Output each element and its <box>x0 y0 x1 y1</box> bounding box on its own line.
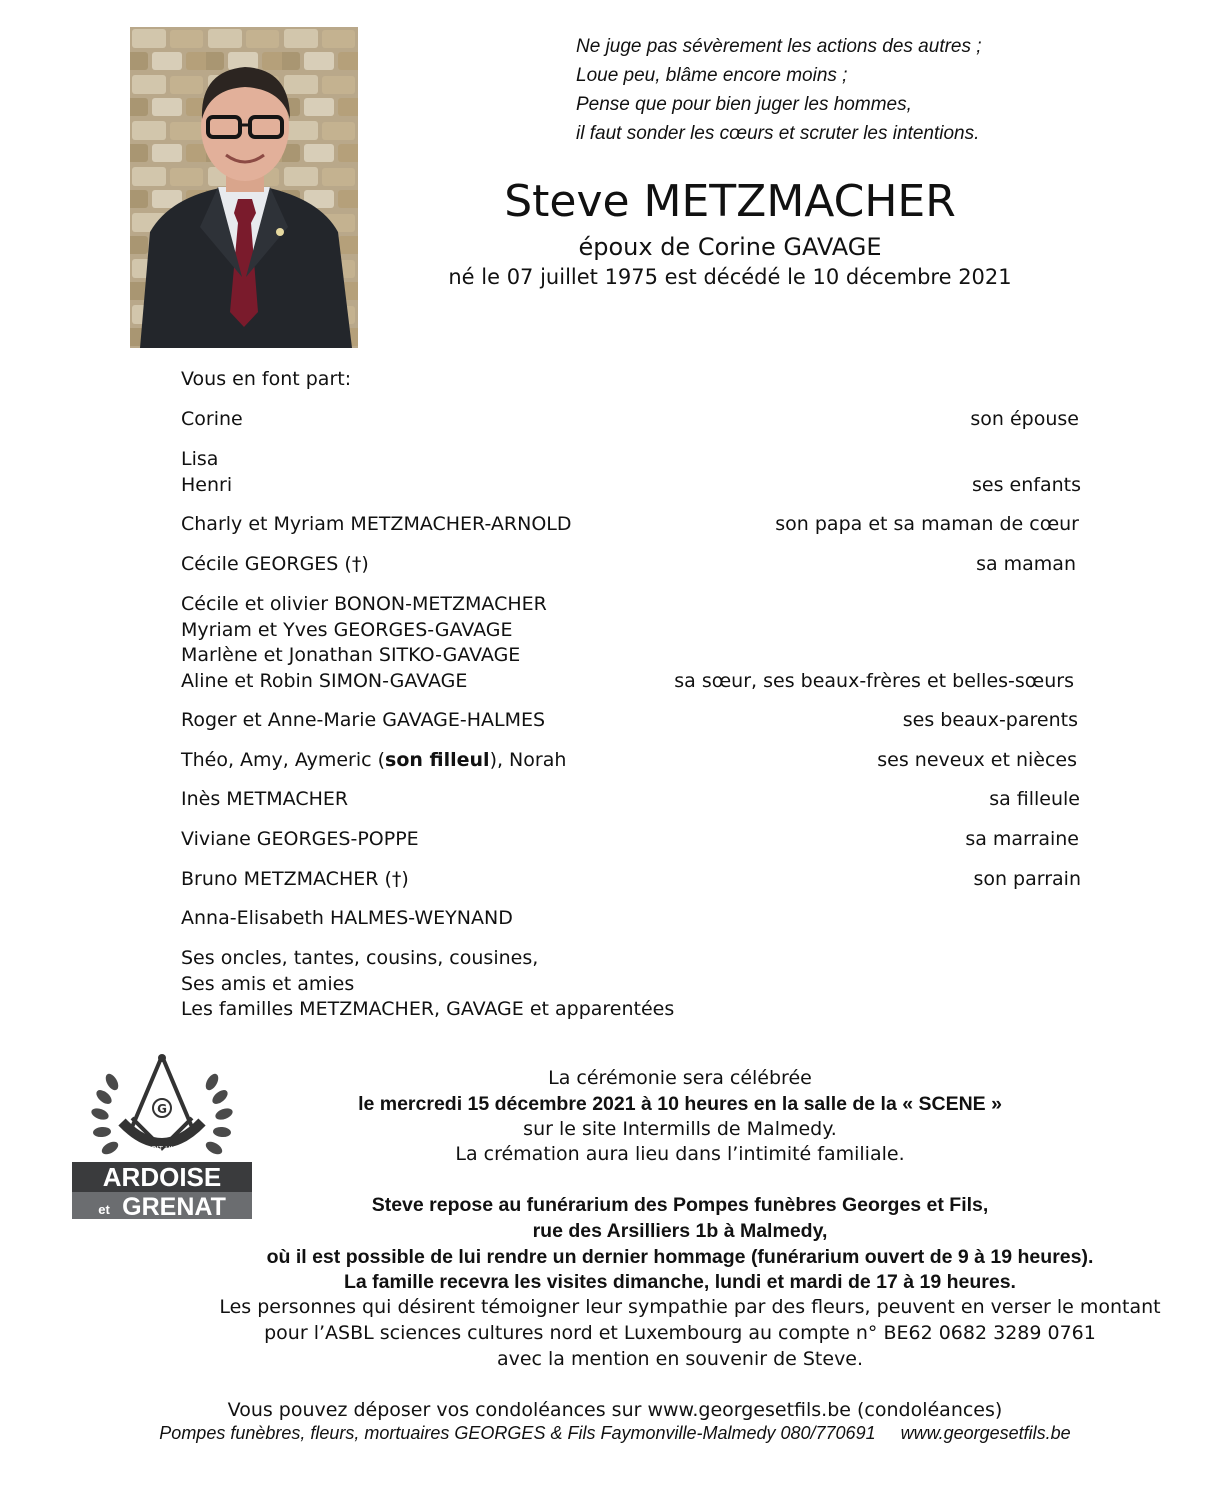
family-entry <box>181 867 1081 893</box>
family-entry <box>181 748 1081 774</box>
company-footer <box>60 1423 1170 1444</box>
family-name-part: Théo, Amy, Aymeric ( <box>181 749 386 771</box>
family-entry <box>181 708 1081 734</box>
family-name: Lisa <box>181 448 219 470</box>
family-relation: sa marraine <box>965 828 1079 850</box>
logo-word-ardoise: ARDOISE <box>102 1162 222 1192</box>
ceremony-line: La cérémonie sera célébrée <box>548 1067 812 1089</box>
family-name: Anna-Elisabeth HALMES-WEYNAND <box>181 907 513 929</box>
logo-word-et: et <box>98 1202 110 1217</box>
family-relation: son épouse <box>970 408 1079 430</box>
spouse-line: époux de Corine GAVAGE <box>578 233 882 261</box>
family-relation: son papa et sa maman de cœur <box>775 513 1079 535</box>
logo-ring-text: LE DROIT HUMAIN <box>130 1145 194 1153</box>
family-relation: ses beaux-parents <box>902 709 1078 731</box>
family-relation: ses neveux et nièces <box>877 749 1077 771</box>
poem-line: Loue peu, blâme encore moins ; <box>576 65 848 86</box>
family-entry <box>181 512 1081 538</box>
family-name: Aline et Robin SIMON-GAVAGE <box>181 669 468 692</box>
family-entry <box>181 787 1081 813</box>
visitation-line: Steve repose au funérarium des Pompes funèbres Georges et Fils, <box>371 1194 989 1216</box>
poem-line: il faut sonder les cœurs et scruter les intentions. <box>576 123 980 144</box>
family-relation: son parrain <box>973 868 1081 890</box>
poem <box>576 32 1096 148</box>
visitation-address: rue des Arsilliers 1b à Malmedy, <box>532 1220 828 1242</box>
family-name: Cécile et olivier BONON-METZMACHER <box>181 593 547 615</box>
flowers-line: Les personnes qui désirent témoigner leur sympathie par des fleurs, peuvent en verser le montant <box>219 1296 1161 1318</box>
condolences-line: Vous pouvez déposer vos condoléances sur www.georgesetfils.be (condoléances) <box>227 1399 1003 1421</box>
visitation-days: La famille recevra les visites dimanche, lundi et mardi de 17 à 19 heures. <box>344 1271 1016 1293</box>
family-entry <box>181 592 1081 694</box>
logo-word-grenat: GRENAT <box>122 1193 226 1221</box>
family-name: Ses oncles, tantes, cousins, cousines, <box>181 947 539 969</box>
family-name: Bruno METZMACHER (†) <box>181 868 409 890</box>
ceremony-location: sur le site Intermills de Malmedy. <box>523 1118 837 1140</box>
family-name-part: ), Norah <box>489 749 567 771</box>
deceased-name: Steve METZMACHER <box>504 176 956 227</box>
family-relation: sa filleule <box>989 788 1080 810</box>
family-name: Roger et Anne-Marie GAVAGE-HALMES <box>181 709 546 731</box>
family-name: Ses amis et amies <box>181 972 355 995</box>
family-entry <box>181 946 1081 1023</box>
poem-line: Ne juge pas sévèrement les actions des autres ; <box>576 36 982 57</box>
family-name: Inès METMACHER <box>181 788 349 810</box>
family-entry <box>181 447 1081 498</box>
family-name: Charly et Myriam METZMACHER-ARNOLD <box>181 513 572 535</box>
flowers-account: pour l’ASBL sciences cultures nord et Luxembourg au compte n° BE62 0682 3289 0761 <box>264 1322 1096 1344</box>
family-entry <box>181 827 1081 853</box>
family-name: Henri <box>181 473 233 496</box>
poem-line: Pense que pour bien juger les hommes, <box>576 94 912 115</box>
cremation-line: La crémation aura lieu dans l’intimité familiale. <box>455 1143 905 1165</box>
visitation-hours: où il est possible de lui rendre un dernier hommage (funérarium ouvert de 9 à 19 heures). <box>266 1246 1094 1268</box>
logo-letter: G <box>157 1102 167 1116</box>
intro-text: Vous en font part: <box>181 368 352 390</box>
company-website[interactable]: www.georgesetfils.be <box>900 1423 1071 1443</box>
family-relation: sa maman <box>976 553 1076 575</box>
family-entry <box>181 552 1081 578</box>
family-relation: sa sœur, ses beaux-frères et belles-sœurs <box>674 669 1074 692</box>
family-name: Cécile GEORGES (†) <box>181 553 369 575</box>
family-entry <box>181 407 1081 433</box>
portrait-photo <box>130 27 358 348</box>
family-name: Marlène et Jonathan SITKO-GAVAGE <box>181 644 521 666</box>
flowers-mention: avec la mention en souvenir de Steve. <box>496 1348 864 1370</box>
family-name: Viviane GEORGES-POPPE <box>181 828 419 850</box>
godson-label: son filleul <box>385 749 490 771</box>
family-relation: ses enfants <box>972 473 1081 496</box>
family-name: Les familles METZMACHER, GAVAGE et apparentées <box>181 998 675 1020</box>
company-info: Pompes funèbres, fleurs, mortuaires GEORGES & Fils Faymonville-Malmedy 080/770691 <box>159 1423 876 1443</box>
intro-line <box>181 367 1081 393</box>
family-entry <box>181 906 1081 932</box>
ceremony-date: le mercredi 15 décembre 2021 à 10 heures en la salle de la « SCENE » <box>358 1093 1002 1115</box>
family-name: Myriam et Yves GEORGES-GAVAGE <box>181 618 513 641</box>
family-name: Corine <box>181 408 243 430</box>
dates-line: né le 07 juillet 1975 est décédé le 10 décembre 2021 <box>448 265 1012 289</box>
